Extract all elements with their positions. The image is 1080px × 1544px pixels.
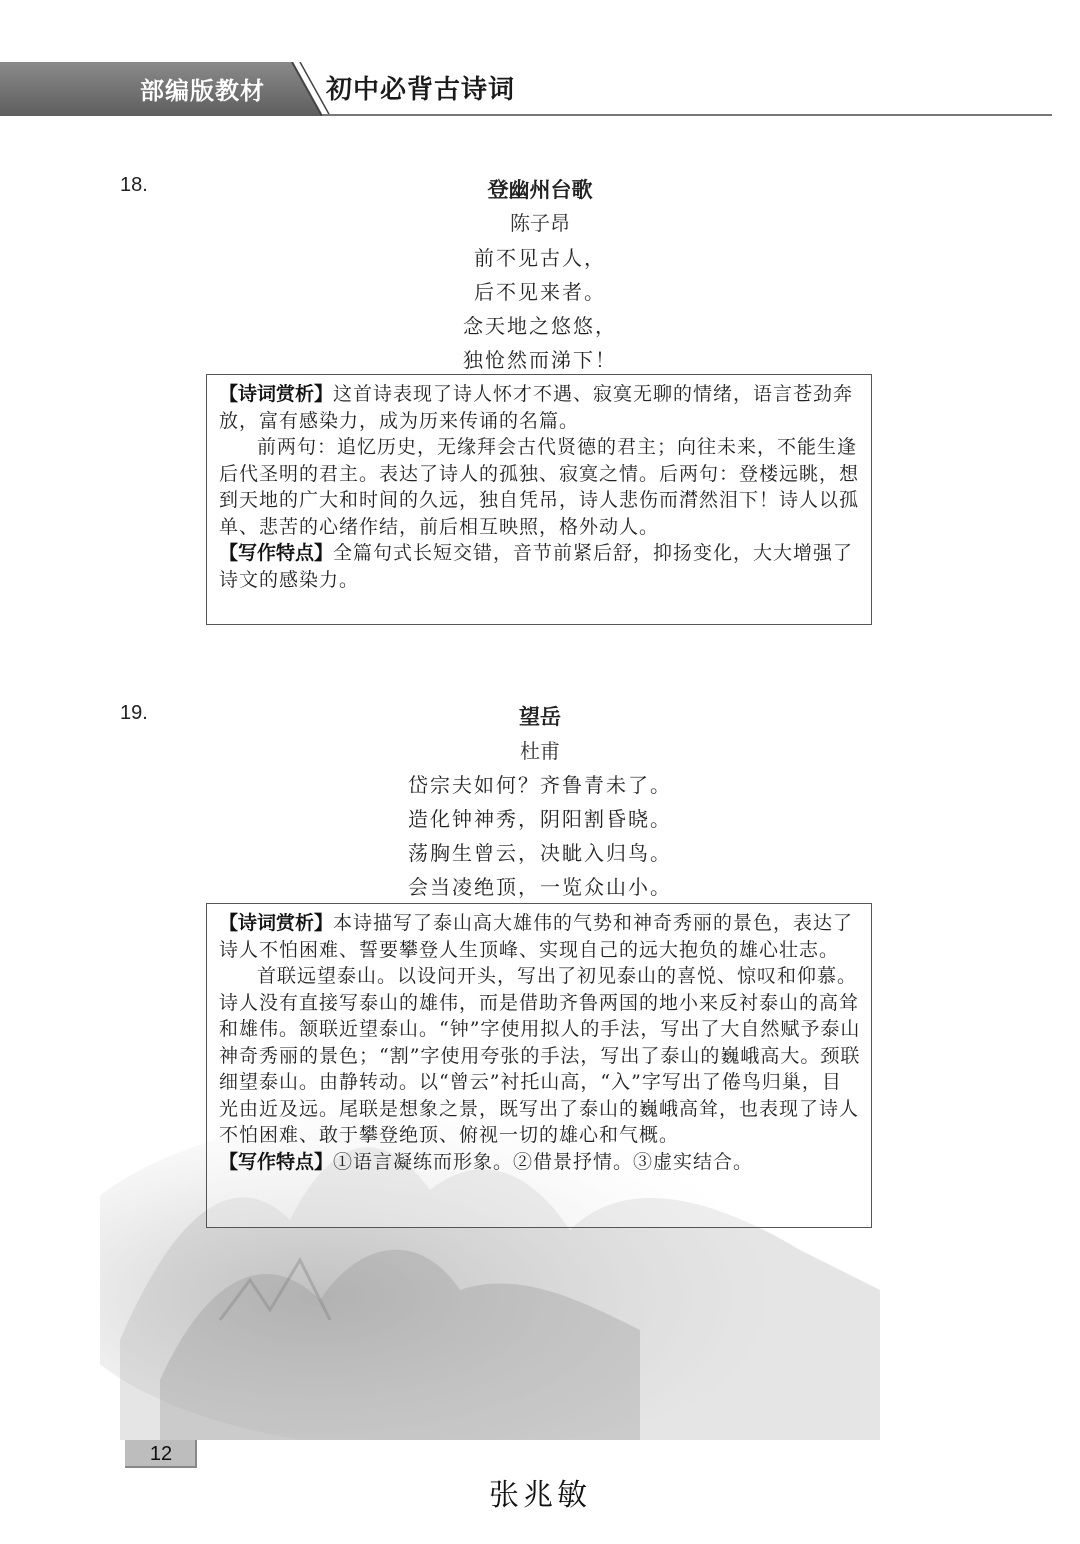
poem-title: 登幽州台歌 <box>487 178 593 202</box>
poem-line: 荡胸生曾云，决眦入归鸟。 <box>408 841 672 865</box>
analysis-paragraph-2: 前两句：追忆历史，无缘拜会古代贤德的君主；向往未来，不能生逢后代圣明的君主。表达了诗人的孤独、寂寞之情。后两句：登楼远眺，想到天地的广大和时间的久远，独自凭吊，诗人悲伤而潸然泪下！诗人以孤单、悲苦的心绪作结，前后相互映照，格外动人。 <box>219 436 860 538</box>
analysis-paragraph <box>219 381 861 434</box>
page-number: 12 <box>149 1443 173 1465</box>
poem-line: 独怆然而涕下！ <box>463 348 617 372</box>
poem-author: 杜甫 <box>520 739 560 763</box>
series-label: 部编版教材 <box>140 77 265 105</box>
poem-line: 岱宗夫如何？齐鲁青未了。 <box>408 773 672 797</box>
poem-number: 18. <box>120 174 148 196</box>
analysis-text: 本诗描写了泰山高大雄伟的气势和神奇秀丽的景色，表达了诗人不怕困难、誓要攀登人生顶峰、实现自己的远大抱负的雄心壮志。 <box>219 912 854 961</box>
analysis-box <box>206 374 872 625</box>
poem-line: 会当凌绝顶，一览众山小。 <box>408 875 672 899</box>
analysis-tag: 【诗词赏析】 <box>219 383 334 405</box>
analysis-text: 这首诗表现了诗人怀才不遇、寂寞无聊的情绪，语言苍劲奔放，富有感染力，成为历来传诵的名篇。 <box>219 383 854 432</box>
writing-text: 全篇句式长短交错，音节前紧后舒，抑扬变化，大大增强了诗文的感染力。 <box>219 542 854 591</box>
analysis-paragraph-2: 首联远望泰山。以设问开头，写出了初见泰山的喜悦、惊叹和仰慕。诗人没有直接写泰山的雄伟，而是借助齐鲁两国的地小来反衬泰山的高耸和雄伟。颔联近望泰山。“钟”字使用拟人的手法，写出了大自然赋予泰山神奇秀丽的景色；“割”字使用夸张的手法，写出了泰山的巍峨高大。颈联细望泰山。由静转动。以“曾云”衬托山高，“入”字写出了倦鸟归巢，目光由近及远。尾联是想象之景，既写出了泰山的巍峨高耸，也表现了诗人不怕困难、敢于攀登绝顶、俯视一切的雄心和气概。 <box>219 965 861 1146</box>
writing-tag: 【写作特点】 <box>219 542 334 564</box>
poem-number: 19. <box>120 702 148 724</box>
analysis-box <box>206 903 872 1228</box>
poem-line: 造化钟神秀，阴阳割昏晓。 <box>408 807 672 831</box>
writing-text: ①语言凝练而形象。②借景抒情。③虚实结合。 <box>333 1150 754 1173</box>
writing-paragraph <box>219 1149 861 1176</box>
signature-text: 张兆敏 <box>489 1478 591 1513</box>
poem-line: 念天地之悠悠， <box>463 314 617 338</box>
analysis-paragraph <box>219 910 861 963</box>
analysis-tag: 【诗词赏析】 <box>219 912 334 934</box>
book-title: 初中必背古诗词 <box>326 75 516 105</box>
poem-title: 望岳 <box>519 705 561 729</box>
poem-line: 后不见来者。 <box>474 280 606 304</box>
poem-line: 前不见古人， <box>474 246 606 270</box>
poem-author: 陈子昂 <box>510 211 570 235</box>
writing-paragraph <box>219 540 861 593</box>
writing-tag: 【写作特点】 <box>219 1150 334 1173</box>
page-number-box <box>125 1440 197 1468</box>
